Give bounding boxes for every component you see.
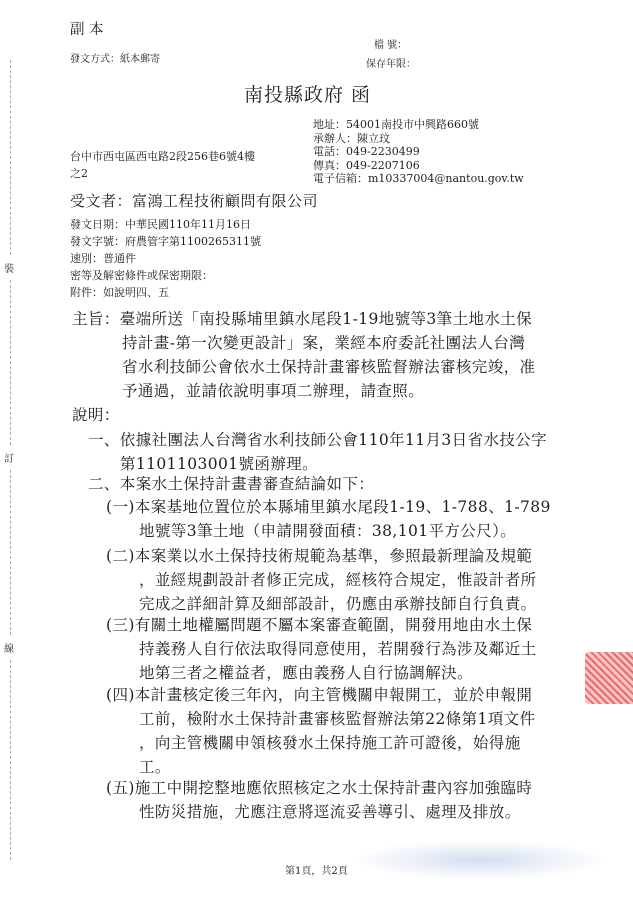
blue-watermark xyxy=(350,840,610,880)
sub-item-line: ，並經規劃設計者修正完成，經核符合規定，惟設計者所 xyxy=(139,571,537,589)
speed: 速別：普通件 xyxy=(70,252,136,265)
item-1-line: 一、依據社團法人台灣省水利技師公會110年11月3日省水技公字 xyxy=(88,431,548,449)
sub-item-5 xyxy=(106,776,532,824)
recipient-address xyxy=(70,148,255,182)
contact-address: 地址：54001南投市中興路660號 xyxy=(313,118,479,131)
subject-line: 省水利技師公會依水土保持計畫審核監督辦法審核完竣，准 xyxy=(122,358,536,376)
subject xyxy=(72,307,535,403)
sub-item-line: (二)本案業以水土保持技術規範為基準，參照最新理論及規範 xyxy=(106,547,533,565)
document-meta xyxy=(70,216,261,301)
recipient: 受文者：富鴻工程技術顧問有限公司 xyxy=(70,192,319,210)
sub-item-line: (四)本計畫核定後三年內，向主管機關申報開工，並於申報開 xyxy=(106,686,533,704)
recipient-address-line: 之2 xyxy=(70,167,88,180)
page-footer: 第1頁，共2頁 xyxy=(285,866,348,877)
sub-item-line: (五)施工中開挖整地應依照核定之水土保持計畫內容加強臨時 xyxy=(106,779,533,797)
recipient-address-line: 台中市西屯區西屯路2段256巷6號4樓 xyxy=(70,150,255,163)
sub-item-line: 性防災措施，尤應注意將逕流妥善導引、處理及排放。 xyxy=(139,803,521,821)
binding-line xyxy=(10,470,11,635)
sub-item-2 xyxy=(106,544,537,616)
binding-mark-ding: 訂 xyxy=(4,454,14,465)
subject-line: 持計畫-第一次變更設計」案，業經本府委託社團法人台灣 xyxy=(122,334,526,352)
issue-number: 發文字號：府農管字第1100265311號 xyxy=(70,235,261,248)
sub-item-line: (三)有關土地權屬問題不屬本案審查範圍，開發用地由水土保 xyxy=(106,616,533,634)
sub-item-line: (一)本案基地位置位於本縣埔里鎮水尾段1-19、1-788、1-789 xyxy=(106,498,551,516)
contact-block xyxy=(313,118,524,186)
sub-item-1 xyxy=(106,495,551,543)
explain-label: 說明： xyxy=(72,406,120,424)
sub-item-line: 地號等3筆土地（申請開發面積：38,101平方公尺）。 xyxy=(139,522,517,540)
contact-email: 電子信箱：m10337004@nantou.gov.tw xyxy=(313,172,524,185)
sub-item-line: ，向主管機關申領核發水土保持施工許可證後，始得施 xyxy=(139,734,521,752)
sub-item-line: 持義務人自行依法取得同意使用，若開發行為涉及鄰近土 xyxy=(139,640,537,658)
attachment: 附件：如說明四、五 xyxy=(70,286,169,299)
binding-mark-xian: 線 xyxy=(4,644,14,655)
binding-mark-zhuang: 裝 xyxy=(4,264,14,275)
file-number: 檔 號： xyxy=(374,40,408,51)
item-1 xyxy=(88,428,547,476)
sub-item-line: 地第三者之權益者，應由義務人自行協調解決。 xyxy=(139,664,473,682)
subject-line: 主旨：臺端所送「南投縣埔里鎮水尾段1-19地號等3筆土地水土保 xyxy=(72,310,533,328)
issue-date: 發文日期：中華民國110年11月16日 xyxy=(70,218,251,231)
keep-years: 保存年限： xyxy=(366,59,416,70)
sub-item-line: 工。 xyxy=(139,758,171,776)
item-1-line: 第1101103001號函辦理。 xyxy=(120,455,319,473)
sub-item-line: 完成之詳細計算及細部設計，仍應由承辦技師自行負責。 xyxy=(139,595,537,613)
red-seal-stamp xyxy=(585,652,633,704)
binding-line xyxy=(10,60,11,255)
secrecy: 密等及解密條件或保密期限： xyxy=(70,269,213,282)
contact-fax: 傳真：049-2207106 xyxy=(313,158,420,172)
sub-item-3 xyxy=(106,613,537,685)
item-2-title: 二、本案水土保持計畫書審查結論如下： xyxy=(88,475,375,493)
binding-line xyxy=(10,660,11,860)
binding-line xyxy=(10,280,11,445)
contact-phone: 電話：049-2230499 xyxy=(313,145,420,158)
subject-line: 予通過，並請依說明事項二辦理，請查照。 xyxy=(122,382,425,400)
send-method: 發文方式：紙本郵寄 xyxy=(70,54,160,65)
sub-item-line: 工前，檢附水土保持計畫審核監督辦法第22條第1項文件 xyxy=(139,710,536,728)
page-title: 南投縣政府 函 xyxy=(244,84,372,106)
sub-item-4 xyxy=(106,683,536,779)
contact-handler: 承辦人：陳立玟 xyxy=(313,131,390,145)
copy-mark: 副 本 xyxy=(70,22,104,38)
